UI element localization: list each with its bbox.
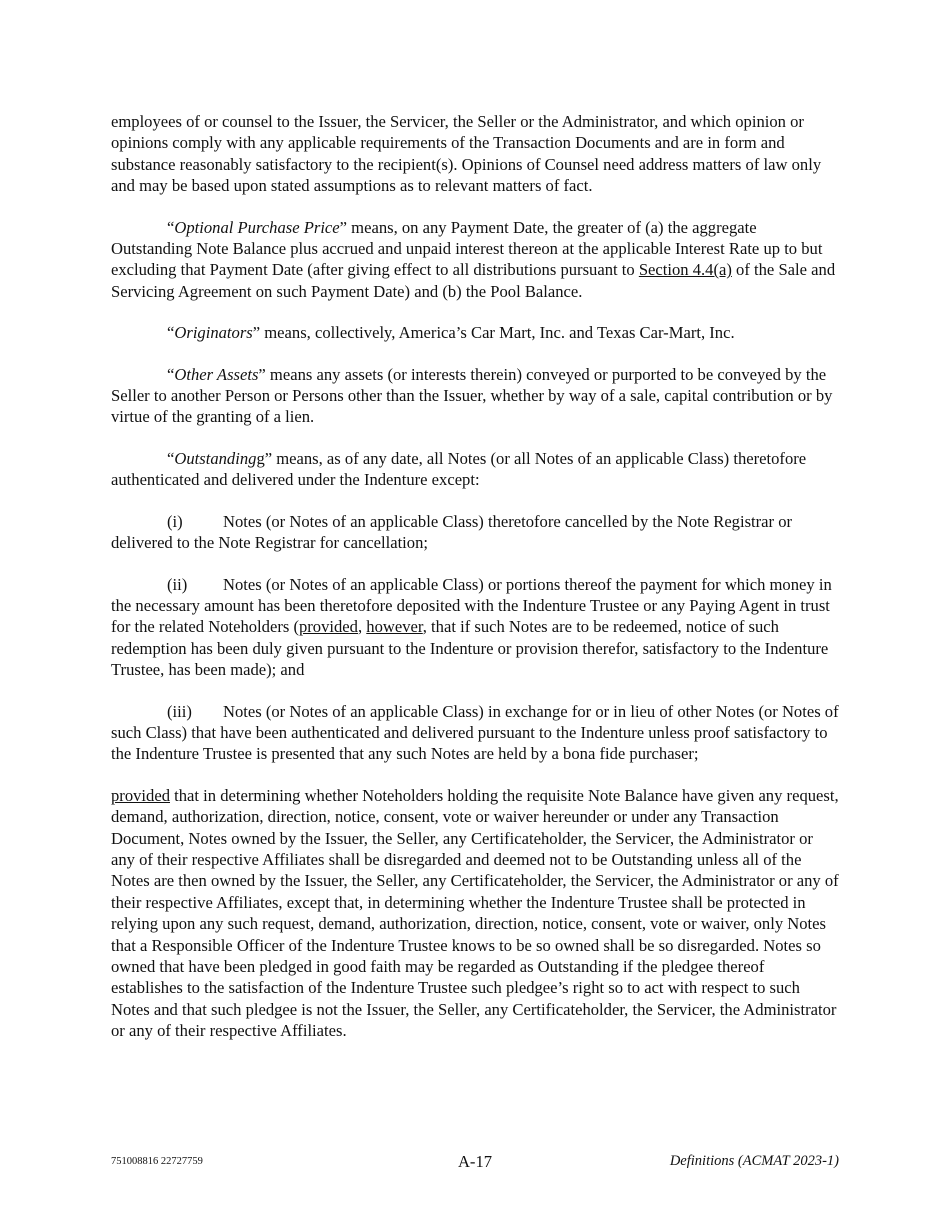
list-item-text: , that if such Notes are to be redeemed, notice of such redemption has been duly given pursuant to the Indenture or provision therefor, satisfactory to the Indenture Trustee, has been made); and	[111, 617, 829, 680]
list-item-i	[111, 511, 839, 554]
list-item-text: Notes (or Notes of an applicable Class) in exchange for or in lieu of other Notes (or Notes of such Class) that have been authenticated and delivered pursuant to the Indenture unless proof satisfactory to the Indenture Trustee is presented that any such Notes are held by a bona fide purchaser;	[111, 701, 839, 764]
section-reference: Section 4.4(a)	[638, 260, 732, 280]
defined-term-tail: g	[256, 448, 265, 468]
open-quote: “	[167, 217, 175, 237]
document-title: Definitions (ACMAT 2023-1)	[669, 1153, 839, 1169]
list-item-text: Notes (or Notes of an applicable Class) theretofore cancelled by the Note Registrar or delivered to the Note Registrar for cancellation;	[111, 511, 793, 553]
list-item-ii	[111, 574, 839, 681]
defined-term: Outstanding	[174, 448, 257, 468]
open-quote: “	[167, 448, 175, 468]
definition-text: ” means any assets (or interests therein) conveyed or purported to be conveyed by the Seller to another Person or Persons other than the Issuer, whether by way of a sale, capital contribution or by virtue of the granting of a lien.	[111, 364, 833, 427]
page-number: A-17	[457, 1152, 493, 1171]
however-underlined: however	[366, 617, 423, 637]
proviso-paragraph	[111, 785, 839, 1042]
paragraph-opinion-continuation: employees of or counsel to the Issuer, the Servicer, the Seller or the Administrator, and which opinion or opinions comply with any applicable requirements of the Transaction Documents and are in form and substance reasonably satisfactory to the recipient(s). Opinions of Counsel need address matters of law only and may be based upon stated assumptions as to relevant matters of fact.	[111, 112, 822, 196]
defined-term: Originators	[174, 323, 253, 343]
defined-term: Optional Purchase Price	[174, 217, 340, 237]
provided-underlined: provided	[111, 785, 170, 805]
list-item-number: (ii)	[167, 574, 188, 594]
proviso-text: that in determining whether Noteholders holding the requisite Note Balance have given any request, demand, authorization, direction, notice, consent, vote or waiver hereunder or under any Transaction Document, Notes owned by the Issuer, the Seller, any Certificateholder, the Servicer, the Administrator or any of their respective Affiliates shall be disregarded and deemed not to be Outstanding unless all of the Notes are then owned by the Issuer, the Seller, any Certificateholder, the Servicer, the Administrator or any of their respective Affiliates, except that, in determining whether the Indenture Trustee shall be protected in relying upon any such request, demand, authorization, direction, notice, consent, vote or waiver, only Notes that a Responsible Officer of the Indenture Trustee knows to be so owned shall be so disregarded. Notes so owned that have been pledged in good faith may be regarded as Outstanding if the pledgee thereof establishes to the satisfaction of the Indenture Trustee such pledgee’s right so to act with respect to such Notes and that such pledgee is not the Issuer, the Seller, any Certificateholder, the Servicer, the Administrator or any of their respective Affiliates.	[111, 785, 839, 1041]
open-quote: “	[167, 323, 175, 343]
definition-optional-purchase-price	[111, 217, 839, 303]
defined-term: Other Assets	[174, 364, 259, 384]
document-id: 751008816 22727759	[111, 1156, 203, 1167]
open-quote: “	[167, 364, 175, 384]
list-item-text: Notes (or Notes of an applicable Class) or portions thereof the payment for which money in the necessary amount has been theretofore deposited with the Indenture Trustee or any Paying Agent in trust for the related Noteholders (	[111, 574, 832, 637]
list-item-number: (iii)	[167, 701, 192, 721]
definition-text: of the Sale and Servicing Agreement on such Payment Date) and (b) the Pool Balance.	[111, 260, 836, 301]
document-body	[111, 111, 839, 1062]
definition-text: ” means, as of any date, all Notes (or all Notes of an applicable Class) theretofore authenticated and delivered under the Indenture except:	[111, 448, 807, 490]
list-item-number: (i)	[167, 511, 183, 531]
page-footer	[111, 1152, 839, 1176]
definition-text: ” means, on any Payment Date, the greater of (a) the aggregate Outstanding Note Balance plus accrued and unpaid interest thereon at the applicable Interest Rate up to but excluding that Payment Date (after giving effect to all distributions pursuant to	[111, 217, 823, 280]
comma: ,	[357, 617, 367, 637]
definition-text: ” means, collectively, America’s Car Mart, Inc. and Texas Car-Mart, Inc.	[252, 323, 735, 343]
definition-outstanding	[111, 448, 839, 491]
definition-originators	[111, 322, 839, 343]
list-item-iii	[111, 701, 839, 765]
definition-other-assets	[111, 364, 839, 428]
provided-underlined: provided	[298, 617, 358, 637]
